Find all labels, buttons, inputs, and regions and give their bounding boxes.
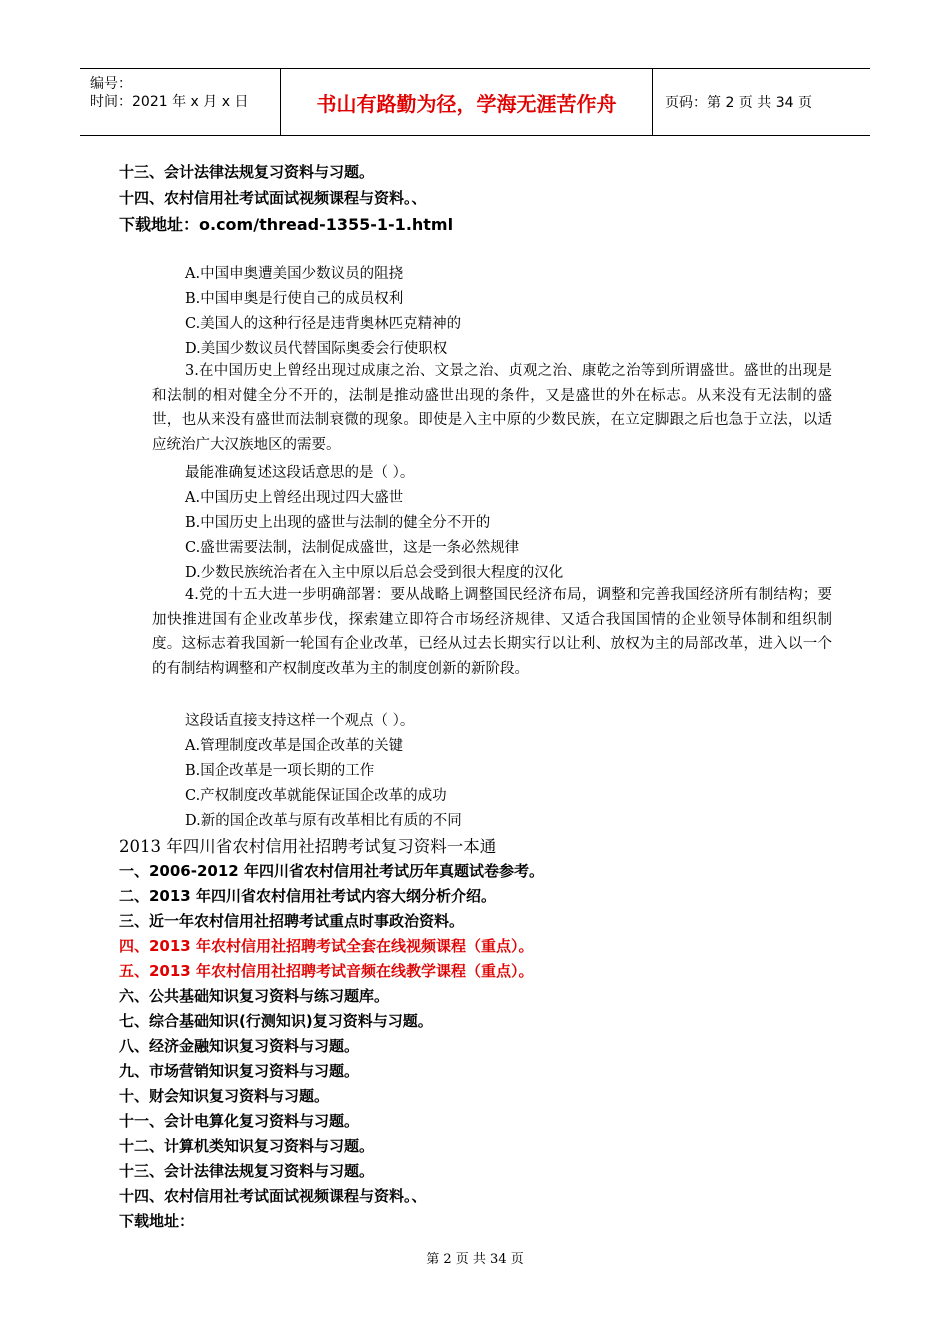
list-item: 二、2013 年四川省农村信用社考试内容大纲分析介绍。: [119, 887, 496, 905]
download-label: 下载地址：: [119, 1212, 195, 1230]
time-label: 时间：2021 年 x 月 x 日: [90, 94, 249, 110]
header-page-info: 页码：第 2 页 共 34 页: [665, 95, 812, 111]
list-item: 十、财会知识复习资料与习题。: [119, 1087, 330, 1105]
list-item: 八、经济金融知识复习资料与习题。: [119, 1037, 360, 1055]
list-item: 七、综合基础知识(行测知识)复习资料与习题。: [119, 1012, 433, 1030]
number-label: 编号：: [90, 76, 132, 92]
q3-option-c: C.盛世需要法制，法制促成盛世，这是一条必然规律: [185, 540, 520, 556]
q4-question: 这段话直接支持这样一个观点（ ）。: [185, 713, 415, 729]
list-item: 三、近一年农村信用社招聘考试重点时事政治资料。: [119, 912, 465, 930]
list-item: 六、公共基础知识复习资料与练习题库。: [119, 987, 390, 1005]
q2-option-a: A.中国申奥遭美国少数议员的阻挠: [185, 266, 404, 282]
list-item: 十二、计算机类知识复习资料与习题。: [119, 1137, 375, 1155]
list-item: 十四、农村信用社考试面试视频课程与资料。、: [119, 189, 427, 207]
q3-option-a: A.中国历史上曾经出现过四大盛世: [185, 490, 404, 506]
q3-option-d: D.少数民族统治者在入主中原以后总会受到很大程度的汉化: [185, 565, 564, 581]
q3-question: 最能准确复述这段话意思的是（ ）。: [185, 465, 415, 481]
header-meta: [80, 69, 281, 135]
q4-paragraph: 4.党的十五大进一步明确部署：要从战略上调整国民经济布局，调整和完善我国经济所有制结构；要加快推进国有企业改革步伐，探索建立即符合市场经济规律、又适合我国国情的企业领导体制和组织制度。这标志着我国新一轮国有企业改革，已经从过去长期实行以让利、放权为主的局部改革，进入以一个的有制结构调整和产权制度改革为主的制度创新的新阶段。: [152, 587, 832, 677]
list-item-highlight: 五、2013 年农村信用社招聘考试音频在线教学课程（重点）。: [119, 962, 534, 980]
list-item: 十四、农村信用社考试面试视频课程与资料。、: [119, 1187, 427, 1205]
page-header: [80, 68, 870, 136]
list-item-highlight: 四、2013 年农村信用社招聘考试全套在线视频课程（重点）。: [119, 937, 534, 955]
list-item: 十三、会计法律法规复习资料与习题。: [119, 163, 375, 181]
q3-paragraph: 3.在中国历史上曾经出现过成康之治、文景之治、贞观之治、康乾之治等到所谓盛世。盛世的出现是和法制的相对健全分不开的，法制是推动盛世出现的条件，又是盛世的外在标志。从来没有无法制的盛世，也从来没有盛世而法制衰微的现象。即使是入主中原的少数民族，在立定脚跟之后也急于立法，以适应统治广大汉族地区的需要。: [152, 363, 832, 453]
q2-option-d: D.美国少数议员代替国际奥委会行使职权: [185, 341, 448, 357]
q2-option-c: C.美国人的这种行径是违背奥林匹克精神的: [185, 316, 462, 332]
list-item: 一、2006-2012 年四川省农村信用社考试历年真题试卷参考。: [119, 862, 544, 880]
q2-option-b: B.中国申奥是行使自己的成员权利: [185, 291, 404, 307]
q4-option-b: B.国企改革是一项长期的工作: [185, 763, 375, 779]
header-motto: 书山有路勤为径，学海无涯苦作舟: [281, 69, 653, 135]
q4-option-c: C.产权制度改革就能保证国企改革的成功: [185, 788, 447, 804]
list-item: 十三、会计法律法规复习资料与习题。: [119, 1162, 375, 1180]
q4-option-a: A.管理制度改革是国企改革的关键: [185, 738, 404, 754]
q3-option-b: B.中国历史上出现的盛世与法制的健全分不开的: [185, 515, 491, 531]
list-item: 九、市场营销知识复习资料与习题。: [119, 1062, 360, 1080]
download-link[interactable]: 下载地址：o.com/thread-1355-1-1.html: [119, 215, 454, 234]
section-title: 2013 年四川省农村信用社招聘考试复习资料一本通: [119, 837, 497, 856]
page-footer: 第 2 页 共 34 页: [426, 1252, 524, 1267]
q4-option-d: D.新的国企改革与原有改革相比有质的不同: [185, 813, 462, 829]
list-item: 十一、会计电算化复习资料与习题。: [119, 1112, 360, 1130]
